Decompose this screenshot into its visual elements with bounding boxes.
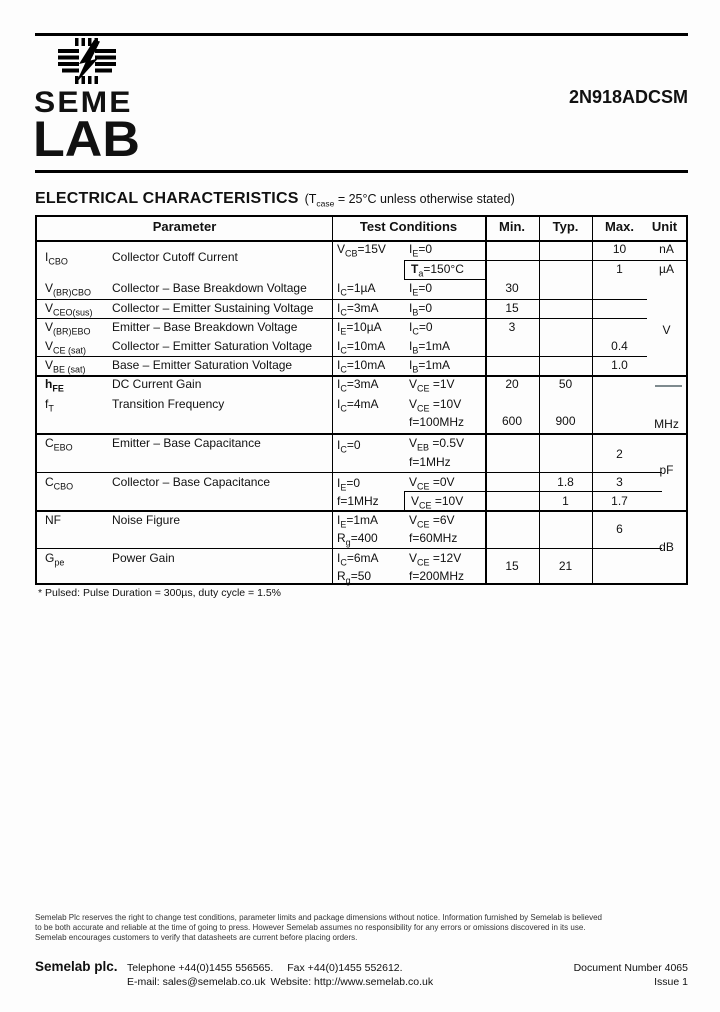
grid-line: [404, 491, 662, 492]
col-header-typ: Typ.: [552, 219, 579, 234]
col-header-max: Max.: [605, 219, 634, 234]
typ-value: 50: [558, 377, 573, 391]
param-name-gpe: Power Gain: [112, 551, 175, 565]
grid-line: [332, 217, 333, 583]
param-name-vbrebo: Emitter – Base Breakdown Voltage: [112, 320, 298, 334]
condition: $V_{CE} =6V$: [409, 513, 455, 530]
condition: f=60MHz: [409, 531, 458, 545]
brand-seme: SEME: [34, 86, 133, 119]
max-value: 1: [616, 262, 623, 276]
footer-phone: Telephone +44(0)1455 556565.: [127, 962, 274, 974]
footnote: * Pulsed: Pulse Duration = 300µs, duty cycle = 1.5%: [38, 587, 282, 599]
condition: $I_C=6mA$: [337, 551, 379, 568]
condition: $V_{CE} =12V$: [409, 551, 462, 568]
param-name-vcesat: Collector – Emitter Saturation Voltage: [112, 339, 313, 353]
condition: $I_C=10mA$: [337, 358, 386, 375]
disclaimer-line: Semelab encourages customers to verify that datasheets are current before placing orders.: [35, 933, 358, 942]
document-number: Document Number 4065: [573, 962, 688, 974]
condition: $I_C=1\mu A$: [337, 281, 376, 298]
param-symbol-gpe: $G_{pe}$: [45, 551, 65, 568]
param-name-vceosus: Collector – Emitter Sustaining Voltage: [112, 301, 314, 315]
condition: $I_C=3mA$: [337, 377, 379, 394]
condition: $I_B=1mA$: [409, 339, 451, 356]
unit-dash: [655, 385, 682, 387]
condition: $V_{CB}=15V$: [337, 242, 386, 259]
semelab-logo-icon: [58, 38, 116, 90]
condition: $R_g=50$: [337, 569, 372, 586]
unit-value: MHz: [654, 417, 679, 431]
col-header-parameter: Parameter: [152, 219, 217, 234]
condition: $V_{CE} =10V$: [409, 397, 462, 414]
max-value: 2: [616, 447, 623, 461]
part-number: 2N918ADCSM: [568, 87, 688, 107]
title-condition: ($T_{case} = 25^\circ C$ unless otherwise stated): [304, 192, 515, 209]
ta-box-border: [404, 260, 405, 279]
condition: $R_g=400$: [337, 531, 378, 548]
unit-value: nA: [659, 242, 674, 256]
condition: $I_C=4mA$: [337, 397, 379, 414]
typ-value: 900: [555, 414, 576, 428]
param-symbol-hfe: $h_{FE}$: [45, 377, 64, 394]
param-symbol-vceosus: $V_{CEO(sus)}$: [45, 301, 93, 318]
param-symbol-ft: $f_T$: [45, 397, 54, 414]
footer-fax: Fax +44(0)1455 552612.: [287, 962, 403, 974]
param-name-vbesat: Base – Emitter Saturation Voltage: [112, 358, 293, 372]
param-name-hfe: DC Current Gain: [112, 377, 202, 391]
footer-email: E-mail: sales@semelab.co.uk: [127, 976, 266, 988]
param-symbol-vbesat: $V_{BE (sat)}$: [45, 358, 86, 375]
brand-lab: LAB: [33, 111, 140, 167]
max-value: 0.4: [611, 339, 628, 353]
min-value: 3: [508, 320, 516, 334]
grid-line: [37, 472, 662, 473]
typ-value: 21: [558, 559, 573, 573]
param-name-icbo: Collector Cutoff Current: [112, 250, 238, 264]
condition: $I_C=10mA$: [337, 339, 386, 356]
disclaimer: [35, 913, 675, 943]
min-value: 15: [505, 559, 519, 573]
min-value: 600: [501, 414, 523, 428]
param-name-nf: Noise Figure: [112, 513, 181, 527]
condition-ta: $T_a=150^\circ C$: [411, 262, 464, 279]
issue-number: Issue 1: [654, 976, 688, 988]
condition: f=1MHz: [337, 494, 379, 508]
condition: $V_{EB} =0.5V$: [409, 436, 465, 453]
condition: f=100MHz: [409, 415, 465, 429]
param-name-ft: Transition Frequency: [112, 397, 225, 411]
condition: $I_B=1mA$: [409, 358, 451, 375]
param-symbol-icbo: $I_{CBO}$: [45, 250, 68, 267]
max-value: 1.7: [611, 494, 628, 508]
max-value: 1.0: [611, 358, 628, 372]
condition-boxed: $V_{CE} =10V$: [411, 494, 464, 511]
grid-line: [37, 433, 686, 435]
param-name-vbrcbo: Collector – Base Breakdown Voltage: [112, 281, 307, 295]
param-name-cebo: Emitter – Base Capacitance: [112, 436, 261, 450]
grid-line: [485, 217, 487, 583]
param-symbol-ccbo: $C_{CBO}$: [45, 475, 74, 492]
disclaimer-line: Semelab Plc reserves the right to change test conditions, parameter limits and package dimensions without notice. Information furnished by Semelab is believed: [35, 913, 602, 922]
vce-box-border: [404, 491, 405, 510]
condition: $I_E=1mA$: [337, 513, 379, 530]
grid-line: [404, 279, 485, 280]
unit-value-db: dB: [659, 540, 674, 554]
typ-value: 1.8: [557, 475, 574, 489]
grid-line: [37, 510, 686, 512]
condition: $I_E=0$: [337, 476, 361, 493]
param-symbol-nf: NF: [45, 513, 61, 527]
col-header-min: Min.: [499, 219, 525, 234]
param-name-ccbo: Collector – Base Capacitance: [112, 475, 271, 489]
condition: $I_B=0$: [409, 301, 433, 318]
param-symbol-cebo: $C_{EBO}$: [45, 436, 73, 453]
grid-line: [37, 318, 647, 319]
max-value: 3: [616, 475, 623, 489]
section-title-row: [35, 190, 515, 209]
condition: $I_E=10\mu A$: [337, 320, 382, 337]
footer-email-web: [127, 976, 433, 988]
unit-value: µA: [659, 262, 674, 276]
top-rule: [35, 33, 688, 36]
unit-value-volts: V: [662, 323, 671, 337]
footer-phone-fax: [127, 962, 403, 974]
condition: f=200MHz: [409, 569, 465, 583]
condition: $V_{CE} =0V$: [409, 475, 455, 492]
max-value: 10: [612, 242, 627, 256]
condition: $V_{CE} =1V$: [409, 377, 455, 394]
unit-value-pf: pF: [659, 463, 674, 477]
condition: $I_C=0$: [337, 438, 361, 455]
disclaimer-line: to be both accurate and reliable at the time of going to press. However Semelab assumes no responsibility for any errors or omissions discovered in its use.: [35, 923, 586, 932]
min-value: 20: [505, 377, 519, 391]
min-value: 15: [505, 301, 519, 315]
condition: $I_C=0$: [409, 320, 433, 337]
col-header-unit: Unit: [651, 219, 678, 234]
grid-line: [37, 548, 662, 549]
condition: $I_C=3mA$: [337, 301, 379, 318]
footer-website: Website: http://www.semelab.co.uk: [270, 976, 434, 988]
max-value: 6: [616, 522, 623, 536]
grid-line: [37, 299, 647, 300]
min-value: 30: [505, 281, 519, 295]
section-title: ELECTRICAL CHARACTERISTICS: [35, 190, 299, 207]
param-symbol-vbrcbo: $V_{(BR)CBO}$: [45, 281, 92, 298]
electrical-characteristics-table: [35, 215, 688, 585]
param-symbol-vcesat: $V_{CE (sat)}$: [45, 339, 87, 356]
grid-line: [37, 356, 647, 357]
col-header-test-conditions: Test Conditions: [359, 219, 458, 234]
grid-line: [539, 217, 540, 583]
header-rule: [35, 170, 688, 173]
condition: f=1MHz: [409, 455, 451, 469]
typ-value: 1: [562, 494, 569, 508]
condition: $I_E=0$: [409, 242, 433, 259]
condition: $I_E=0$: [409, 281, 433, 298]
grid-line: [404, 260, 686, 261]
param-symbol-vbrebo: $V_{(BR)EBO}$: [45, 320, 91, 337]
footer-company: Semelab plc.: [35, 959, 118, 974]
